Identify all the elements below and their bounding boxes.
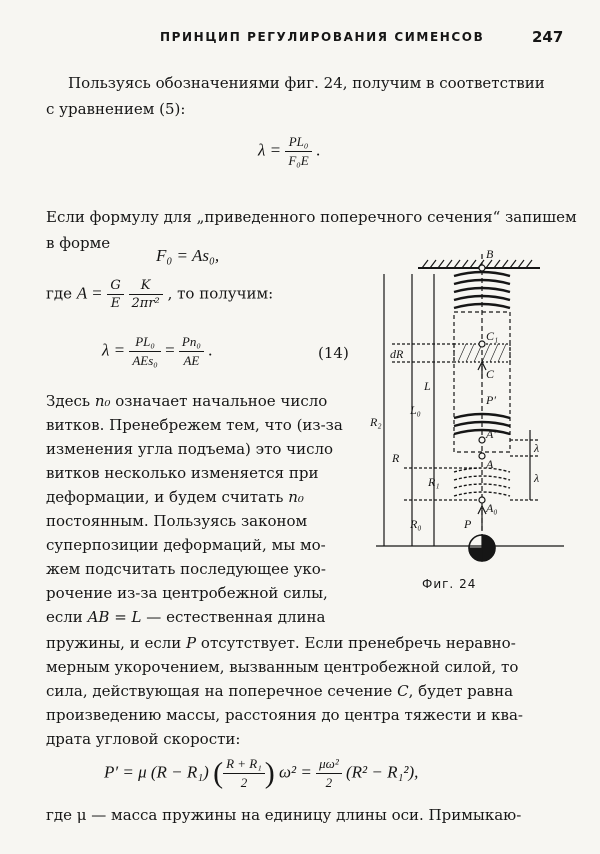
- point-C1: [479, 341, 485, 347]
- label-P: P: [464, 517, 472, 531]
- label-lambda-1: λ: [534, 441, 540, 455]
- pf1-b: отсутствует. Если пренебречь неравно-: [200, 634, 516, 652]
- eq5-mid: ω² =: [279, 762, 312, 782]
- label-Pprime: P′: [486, 393, 496, 407]
- equation-3: [46, 278, 273, 311]
- eq5-paren-open: (: [213, 756, 224, 790]
- eq5-fraction: [223, 756, 265, 791]
- para-line-5: [46, 488, 304, 506]
- para-line-8: жем подсчитать последующее уко-: [46, 560, 326, 578]
- running-title: ПРИНЦИП РЕГУЛИРОВАНИЯ СИМЕНСОВ: [160, 30, 485, 44]
- ceiling-hatch: [422, 260, 532, 268]
- para-line-4: витков несколько изменяется при: [46, 464, 319, 482]
- label-R1: R₁: [428, 475, 440, 489]
- label-R: R: [392, 451, 400, 465]
- point-Aprime: [479, 437, 485, 443]
- para-line-10: [46, 608, 325, 626]
- equation-1: λ = $\frac{\text{PL₀}}{\text{F₀E}}$ .: [258, 134, 321, 168]
- eq5-fraction-2: [316, 756, 342, 791]
- eq3-f1-num: G: [107, 278, 123, 295]
- para-full-1: [46, 634, 516, 652]
- label-C1: C₁: [486, 329, 499, 343]
- where-lead: где: [46, 284, 72, 303]
- body-line-4: в форме: [46, 234, 111, 252]
- para-full-4: произведению массы, расстояния до центра тяжести и ква-: [46, 706, 523, 724]
- point-A0: [479, 497, 485, 503]
- eq1-lhs: λ =: [258, 140, 282, 160]
- eq5-lhs: P′ = μ (R − R₁): [104, 762, 209, 782]
- eq1-den: F₀E: [288, 153, 309, 168]
- symbol-n0-2: n₀: [288, 488, 304, 506]
- eq4-f2-num: Pn₀: [179, 334, 204, 352]
- para-full-3: [46, 682, 513, 700]
- pf1-a: пружины, и если: [46, 634, 182, 652]
- point-A: [479, 453, 485, 459]
- body-line-1: Пользуясь обозначениями фиг. 24, получим в соответствии: [68, 74, 545, 92]
- eq5-rhs: (R² − R₁²),: [345, 762, 419, 782]
- label-L: L: [424, 379, 431, 393]
- label-B: B: [486, 247, 494, 261]
- eq3-f2-den: 2πr²: [131, 296, 160, 311]
- para-l10-b: — естественная длина: [146, 608, 326, 626]
- equation-5: [104, 756, 418, 791]
- equation-4-number: (14): [318, 344, 349, 362]
- eq5-f-den: 2: [240, 775, 248, 790]
- label-Aprime: A′: [486, 427, 496, 441]
- equation-4: λ = $\frac{\text{PL₀}}{\text{AEs₀}}$ = $\frac{\text{Pn₀}}{AE}$ .: [102, 334, 213, 368]
- symbol-P: P: [186, 634, 197, 652]
- para-line-1: [46, 392, 327, 410]
- eq3-f1-den: E: [110, 296, 121, 311]
- eq1-fraction: [285, 134, 311, 169]
- symbol-C: C: [397, 682, 409, 700]
- para-l10-a: если: [46, 608, 83, 626]
- equation-2: F₀ = As₀,: [156, 246, 220, 265]
- mass-ball-fill: [482, 535, 495, 561]
- eq3-A: A =: [76, 283, 103, 303]
- para-l5-a: деформации, и будем считать: [46, 488, 284, 506]
- eq4-lhs: λ =: [102, 340, 126, 360]
- then-text: , то получим:: [167, 284, 274, 303]
- para-full-5: драта угловой скорости:: [46, 730, 241, 748]
- label-lambda-2: λ: [534, 471, 540, 485]
- eq3-fraction-1: [107, 278, 123, 311]
- eq1-num: PL₀: [285, 134, 311, 152]
- mass-ball-fill-2: [469, 548, 482, 561]
- page-number: 247: [532, 28, 564, 46]
- symbol-n0: n₀: [94, 392, 111, 410]
- label-A0: A₀: [486, 501, 498, 515]
- label-C: C: [486, 367, 495, 381]
- eq4-fraction-2: [179, 334, 204, 369]
- eq4-fraction-1: [129, 334, 160, 369]
- para-line-9: рочение из-за центробежной силы,: [46, 584, 328, 602]
- eq5-f2-num: μω²: [316, 756, 342, 774]
- para-line-2: витков. Пренебрежем тем, что (из-за: [46, 416, 343, 434]
- para-line-3: изменения угла подъема) это число: [46, 440, 334, 458]
- eq3-f2-num: K: [129, 278, 163, 295]
- para-line-7: суперпозиции деформаций, мы мо-: [46, 536, 326, 554]
- last-line: где μ — масса пружины на единицу длины оси. Примыкаю-: [46, 806, 522, 824]
- label-A: A: [486, 457, 494, 471]
- figure-caption: Фиг. 24: [422, 577, 477, 591]
- para-l1-b: означает начальное число: [115, 392, 328, 410]
- body-line-2: с уравнением (5):: [46, 100, 186, 118]
- spring-figure: [368, 246, 572, 568]
- eq4-f2-den: AE: [183, 353, 200, 368]
- para-full-2: мерным укорочением, вызванным центробежной силой, то: [46, 658, 519, 676]
- eq5-f2-den: 2: [325, 775, 333, 790]
- para-line-6: постоянным. Пользуясь законом: [46, 512, 308, 530]
- para-l1-a: Здесь: [46, 392, 91, 410]
- label-dR: dR: [390, 347, 404, 361]
- label-R2: R₂: [370, 415, 382, 429]
- eq3-fraction-2: [129, 278, 163, 311]
- body-line-3: Если формулу для „приведенного поперечного сечения“ запишем: [46, 208, 577, 226]
- point-B: [479, 265, 485, 271]
- eq5-paren-close: ): [264, 756, 275, 790]
- pf3-a: сила, действующая на поперечное сечение: [46, 682, 393, 700]
- pf3-b: , будет равна: [408, 682, 514, 700]
- eq4-f1-den: AEs₀: [132, 353, 158, 368]
- label-R0: R₀: [410, 517, 422, 531]
- label-L0: L₀: [410, 403, 421, 417]
- eq4-f1-num: PL₀: [129, 334, 160, 352]
- eq5-f-num: R + R₁: [223, 756, 265, 774]
- symbol-AB: AB = L: [87, 608, 142, 626]
